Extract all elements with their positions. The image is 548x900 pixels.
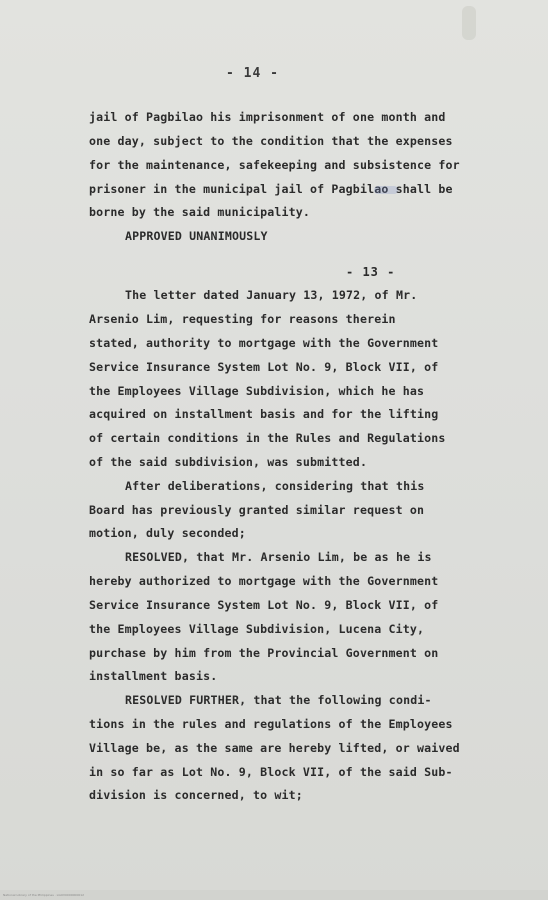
text-line: tions in the rules and regulations of the Employees xyxy=(89,717,453,731)
text-line: motion, duly seconded; xyxy=(89,526,246,540)
text-line: of the said subdivision, was submitted. xyxy=(89,455,368,469)
text-line: in so far as Lot No. 9, Block VII, of the said Sub- xyxy=(89,765,453,779)
text-line: the Employees Village Subdivision, Lucena City, xyxy=(89,622,425,636)
text-line: hereby authorized to mortgage with the Government xyxy=(89,574,439,588)
text-line: jail of Pagbilao his imprisonment of one month and xyxy=(89,110,446,124)
text-line: installment basis. xyxy=(89,669,218,683)
text-line: acquired on installment basis and for the lifting xyxy=(89,407,439,421)
scan-footer-text: National Library of the Philippines · LGOV0000000012 xyxy=(3,893,85,897)
text-line: borne by the said municipality. xyxy=(89,205,311,219)
text-line: The letter dated January 13, 1972, of Mr. xyxy=(125,288,418,302)
text-line: APPROVED UNANIMOUSLY xyxy=(125,229,268,243)
text-line: of certain conditions in the Rules and Regulations xyxy=(89,431,446,445)
text-line: Board has previously granted similar request on xyxy=(89,503,425,517)
text-line: the Employees Village Subdivision, which he has xyxy=(89,384,425,398)
text-line: Arsenio Lim, requesting for reasons therein xyxy=(89,312,396,326)
text-line: stated, authority to mortgage with the Government xyxy=(89,336,439,350)
paper-mark xyxy=(462,6,476,40)
text-line: RESOLVED, that Mr. Arsenio Lim, be as he is xyxy=(125,550,432,564)
text-line: Service Insurance System Lot No. 9, Block VII, of xyxy=(89,360,439,374)
ink-smudge xyxy=(374,186,398,194)
text-line: After deliberations, considering that this xyxy=(125,479,425,493)
text-line: Village be, as the same are hereby lifted, or waived xyxy=(89,741,460,755)
text-line: purchase by him from the Provincial Government on xyxy=(89,646,439,660)
text-line: prisoner in the municipal jail of Pagbilao shall be xyxy=(89,182,453,196)
text-line: RESOLVED FURTHER, that the following condi- xyxy=(125,693,432,707)
text-line: division is concerned, to wit; xyxy=(89,788,303,802)
page-number: - 14 - xyxy=(226,66,279,81)
section-number: - 13 - xyxy=(346,265,396,279)
text-line: Service Insurance System Lot No. 9, Block VII, of xyxy=(89,598,439,612)
text-line: for the maintenance, safekeeping and subsistence for xyxy=(89,158,460,172)
text-line: one day, subject to the condition that the expenses xyxy=(89,134,453,148)
